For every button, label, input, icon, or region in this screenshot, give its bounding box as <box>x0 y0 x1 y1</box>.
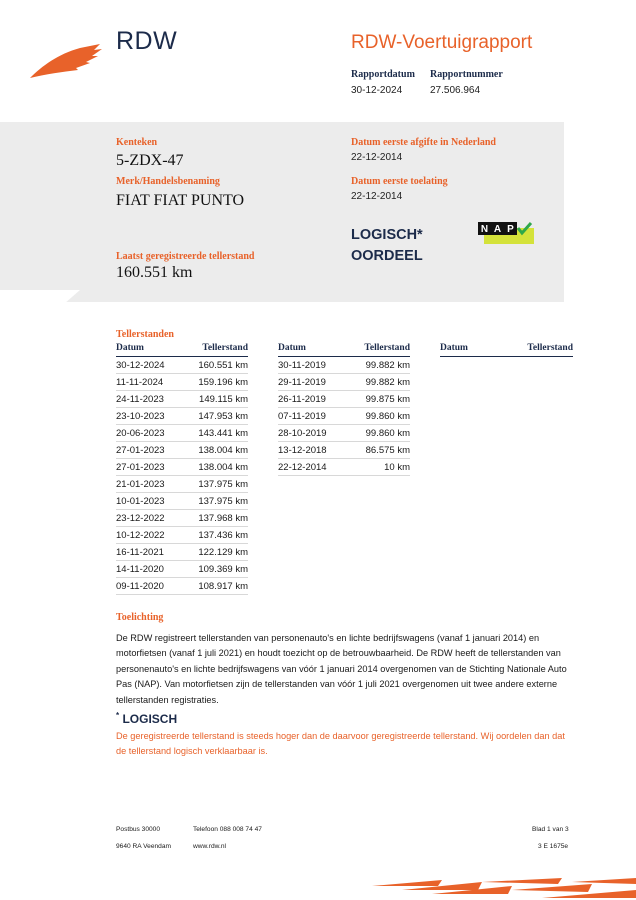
table-row <box>278 374 410 391</box>
toelichting-text: De RDW registreert tellerstanden van personenauto's en lichte bedrijfswagens (vanaf 1 januari 2014) en motorfietsen (vanaf 1 juli 2021) en houdt toezicht op de betrouwbaarheid. De RDW heeft de tellerstanden van personenauto's en lichte bedrijfswagens van vóór 1 januari 2014 overgenomen van de Stichting Nationale Auto Pas (NAP). Van motorfietsen zijn de tellerstanden van vóór 1 juli 2021 overgenomen uit twee andere externe tellerstanden registraties. <box>116 633 567 705</box>
table-row <box>116 561 248 578</box>
table-row <box>278 391 410 408</box>
toelichting-title: Toelichting <box>116 612 164 623</box>
table-row <box>278 425 410 442</box>
table-row <box>116 527 248 544</box>
row-km: 99.860 km <box>365 428 410 439</box>
row-km: 138.004 km <box>198 445 248 456</box>
table-row <box>116 374 248 391</box>
row-km: 99.882 km <box>365 360 410 371</box>
table-row <box>116 442 248 459</box>
logisch-text: De geregistreerde tellerstand is steeds hoger dan de daarvoor geregistreerde tellerstand. Wij oordelen dan dat de tellerstand logisch verklaarbaar is. <box>116 731 565 757</box>
row-km: 122.129 km <box>198 547 248 558</box>
row-km: 149.115 km <box>199 394 248 405</box>
col-tellerstand: Tellerstand <box>364 343 410 353</box>
merk-value: FIAT FIAT PUNTO <box>116 192 245 209</box>
tellerstanden-table-1 <box>116 343 248 595</box>
table-row <box>116 425 248 442</box>
merk-label: Merk/Handelsbenaming <box>116 176 220 187</box>
tellerstanden-table-3 <box>440 343 573 357</box>
verdict-line-2: OORDEEL <box>351 248 423 264</box>
row-date: 23-10-2023 <box>116 411 165 422</box>
vehicle-info-panel <box>0 122 564 302</box>
rapportdatum-label: Rapportdatum <box>351 69 415 80</box>
row-date: 30-11-2019 <box>278 360 326 371</box>
verdict-label <box>351 225 423 267</box>
row-km: 108.917 km <box>198 581 248 592</box>
row-km: 137.975 km <box>198 496 248 507</box>
row-date: 16-11-2021 <box>116 547 164 558</box>
row-date: 27-01-2023 <box>116 462 165 473</box>
table-row <box>278 357 410 374</box>
rapportdatum <box>351 69 415 96</box>
table-row <box>116 357 248 374</box>
tellerstand-label: Laatst geregistreerde tellerstand <box>116 251 255 262</box>
logisch-title: LOGISCH <box>122 712 178 726</box>
row-date: 30-12-2024 <box>116 360 165 371</box>
col-datum: Datum <box>116 343 144 353</box>
row-km: 138.004 km <box>198 462 248 473</box>
table-row <box>116 391 248 408</box>
row-date: 10-12-2022 <box>116 530 165 541</box>
footer-postbus: Postbus 30000 <box>116 826 160 833</box>
table-header <box>278 343 410 357</box>
row-date: 22-12-2014 <box>278 462 327 473</box>
row-km: 137.968 km <box>198 513 248 524</box>
kenteken-value: 5-ZDX-47 <box>116 152 184 169</box>
row-date: 20-06-2023 <box>116 428 165 439</box>
footer-stripes-decoration-icon <box>362 876 636 900</box>
afgifte-label: Datum eerste afgifte in Nederland <box>351 137 496 148</box>
row-date: 27-01-2023 <box>116 445 165 456</box>
row-date: 28-10-2019 <box>278 428 327 439</box>
table-header <box>440 343 573 357</box>
table-row <box>116 493 248 510</box>
footer-city: 9640 RA Veendam <box>116 843 171 850</box>
row-date: 07-11-2019 <box>278 411 326 422</box>
toelating-value: 22-12-2014 <box>351 191 403 202</box>
row-date: 29-11-2019 <box>278 377 326 388</box>
col-tellerstand: Tellerstand <box>527 343 573 353</box>
afgifte-value: 22-12-2014 <box>351 152 403 163</box>
panel-corner-cut <box>0 290 80 304</box>
table-row <box>116 510 248 527</box>
row-km: 160.551 km <box>198 360 248 371</box>
toelating-label: Datum eerste toelating <box>351 176 448 187</box>
col-datum: Datum <box>278 343 306 353</box>
rapportdatum-value: 30-12-2024 <box>351 85 403 96</box>
verdict-line-1: LOGISCH* <box>351 227 423 243</box>
row-date: 13-12-2018 <box>278 445 327 456</box>
row-date: 09-11-2020 <box>116 581 164 592</box>
row-km: 137.436 km <box>198 530 248 541</box>
table-row <box>278 459 410 476</box>
row-km: 109.369 km <box>198 564 248 575</box>
kenteken-label: Kenteken <box>116 137 158 148</box>
col-datum: Datum <box>440 343 468 353</box>
rdw-wing-logo-icon <box>28 40 106 82</box>
row-date: 10-01-2023 <box>116 496 165 507</box>
table-row <box>278 442 410 459</box>
row-km: 99.860 km <box>365 411 410 422</box>
row-km: 10 km <box>384 462 410 473</box>
svg-text:P: P <box>507 224 514 235</box>
nap-check-icon <box>478 222 534 244</box>
footer-website[interactable]: www.rdw.nl <box>193 843 226 850</box>
row-km: 147.953 km <box>198 411 248 422</box>
row-date: 14-11-2020 <box>116 564 164 575</box>
rapportnummer-label: Rapportnummer <box>430 69 503 80</box>
tellerstanden-title: Tellerstanden <box>116 329 174 340</box>
table-row <box>278 408 410 425</box>
table-header <box>116 343 248 357</box>
row-date: 23-12-2022 <box>116 513 165 524</box>
row-date: 26-11-2019 <box>278 394 326 405</box>
svg-text:A: A <box>493 224 502 235</box>
logisch-star: * <box>116 711 120 720</box>
table-row <box>116 408 248 425</box>
row-km: 137.975 km <box>198 479 248 490</box>
footer-telefoon: Telefoon 088 008 74 47 <box>193 826 262 833</box>
tellerstanden-table-2 <box>278 343 410 476</box>
row-date: 24-11-2023 <box>116 394 164 405</box>
row-km: 86.575 km <box>365 445 410 456</box>
rdw-logo-text: RDW <box>116 27 178 55</box>
tellerstand-value: 160.551 km <box>116 264 193 281</box>
row-km: 99.882 km <box>365 377 410 388</box>
svg-text:N: N <box>480 224 489 235</box>
rapportnummer <box>430 69 503 96</box>
table-row <box>116 544 248 561</box>
row-km: 143.441 km <box>198 428 248 439</box>
footer-blad: Blad 1 van 3 <box>532 826 569 833</box>
row-date: 21-01-2023 <box>116 479 165 490</box>
table-row <box>116 578 248 595</box>
table-row <box>116 476 248 493</box>
logisch-heading <box>116 711 177 726</box>
document-title: RDW-Voertuigrapport <box>351 32 533 53</box>
footer-code: 3 E 1675e <box>538 843 569 850</box>
table-row <box>116 459 248 476</box>
row-date: 11-11-2024 <box>116 377 164 388</box>
col-tellerstand: Tellerstand <box>202 343 248 353</box>
rapportnummer-value: 27.506.964 <box>430 85 481 96</box>
row-km: 159.196 km <box>198 377 248 388</box>
row-km: 99.875 km <box>365 394 410 405</box>
